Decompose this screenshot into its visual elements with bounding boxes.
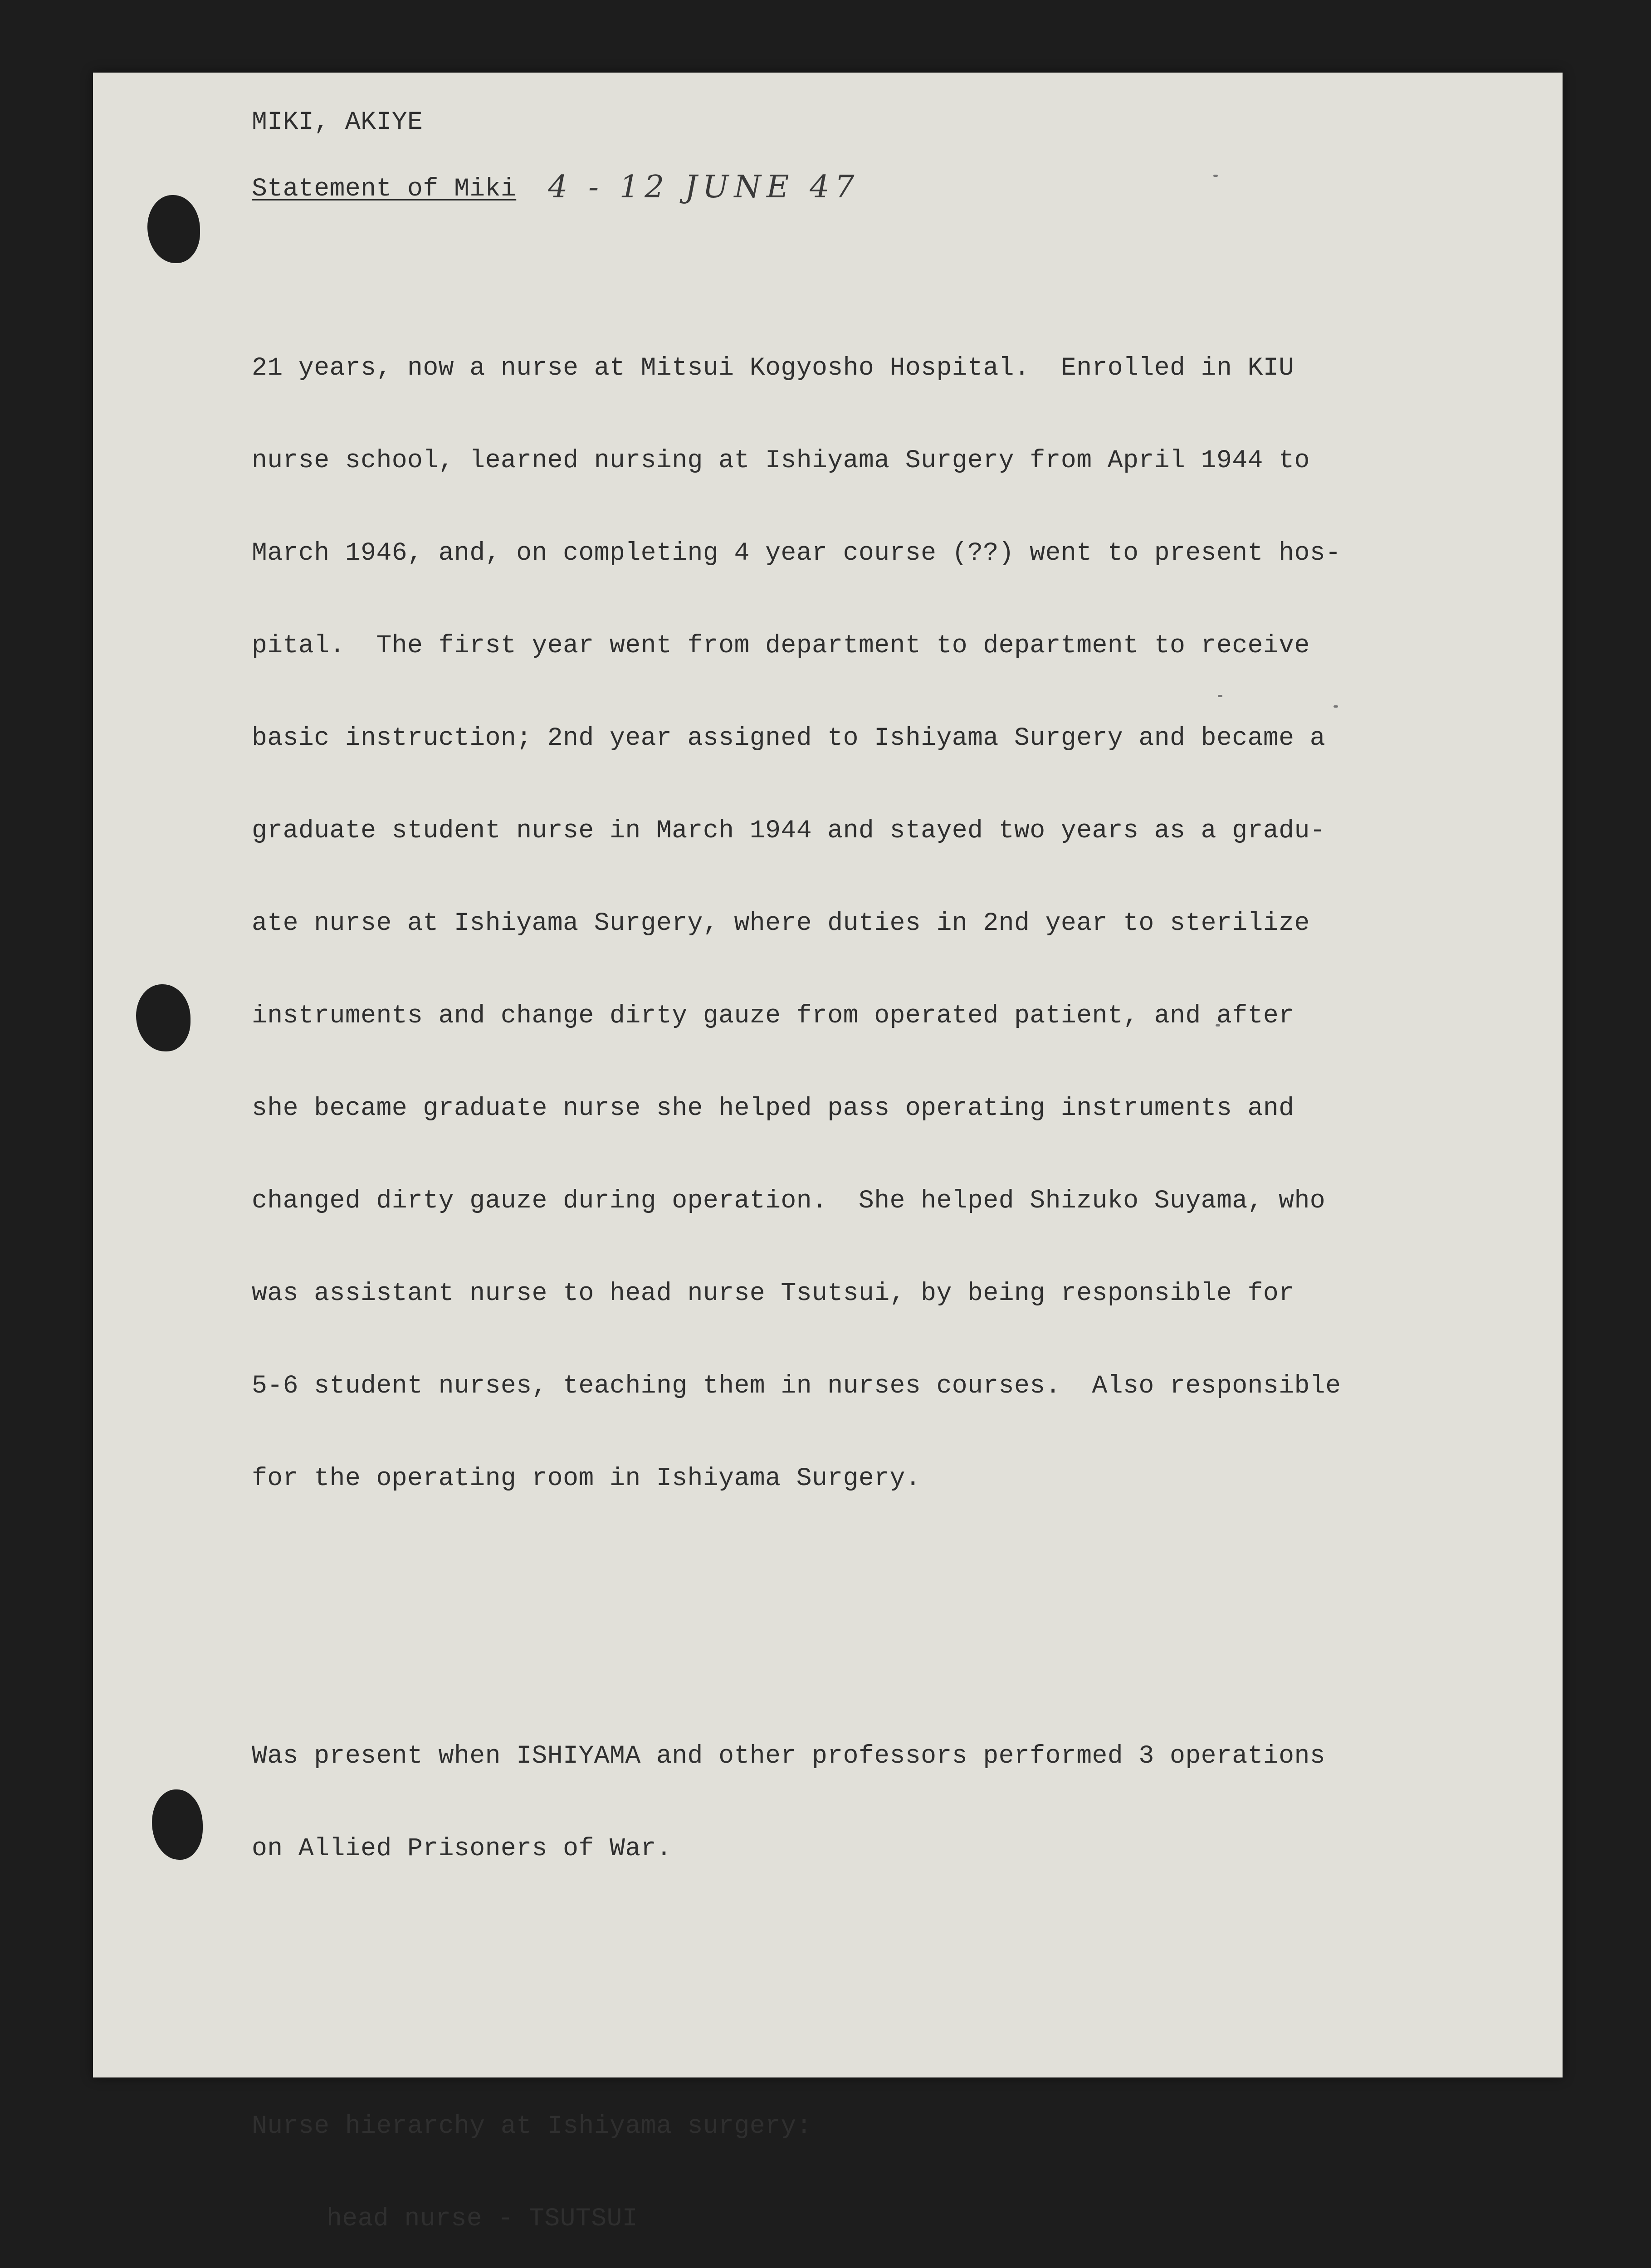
text-line: for the operating room in Ishiyama Surgery. [252,1464,921,1493]
text-line: March 1946, and, on completing 4 year course (??) went to present hos- [252,538,1341,567]
statement-title: Statement of Miki [252,174,517,203]
nurse-hierarchy [252,2049,1372,2268]
document-body [252,229,1372,2268]
text-line: basic instruction; 2nd year assigned to Ishiyama Surgery and became a [252,723,1326,753]
text-line: Was present when ISHIYAMA and other professors performed 3 operations [252,1741,1326,1770]
punch-hole-middle [136,984,190,1051]
punch-hole-bottom [152,1789,203,1860]
text-line: 5-6 student nurses, teaching them in nurses courses. Also responsible [252,1371,1341,1400]
hierarchy-item: head nurse - TSUTSUI [327,2204,638,2233]
document-heading: MIKI, AKIYE [252,108,423,137]
punch-hole-top [147,195,200,263]
text-line: graduate student nurse in March 1944 and stayed two years as a gradu- [252,816,1326,845]
text-line: ate nurse at Ishiyama Surgery, where duties in 2nd year to sterilize [252,909,1310,938]
text-line: instruments and change dirty gauze from operated patient, and after [252,1001,1294,1030]
paper-speck [1213,175,1218,177]
text-line: pital. The first year went from department to department to receive [252,631,1310,660]
paragraph-2 [252,1679,1372,1956]
handwritten-date: 4 - 12 JUNE 47 [548,169,860,205]
text-line: changed dirty gauze during operation. She helped Shizuko Suyama, who [252,1186,1326,1215]
text-line: nurse school, learned nursing at Ishiyama Surgery from April 1944 to [252,446,1310,475]
text-line: on Allied Prisoners of War. [252,1834,672,1863]
statement-header [252,170,860,204]
text-line: 21 years, now a nurse at Mitsui Kogyosho Hospital. Enrolled in KIU [252,353,1294,382]
text-line: was assistant nurse to head nurse Tsutsui, by being responsible for [252,1279,1294,1308]
paragraph-1 [252,291,1372,1586]
text-line: she became graduate nurse she helped pass operating instruments and [252,1094,1294,1123]
hierarchy-title: Nurse hierarchy at Ishiyama surgery: [252,2112,812,2141]
